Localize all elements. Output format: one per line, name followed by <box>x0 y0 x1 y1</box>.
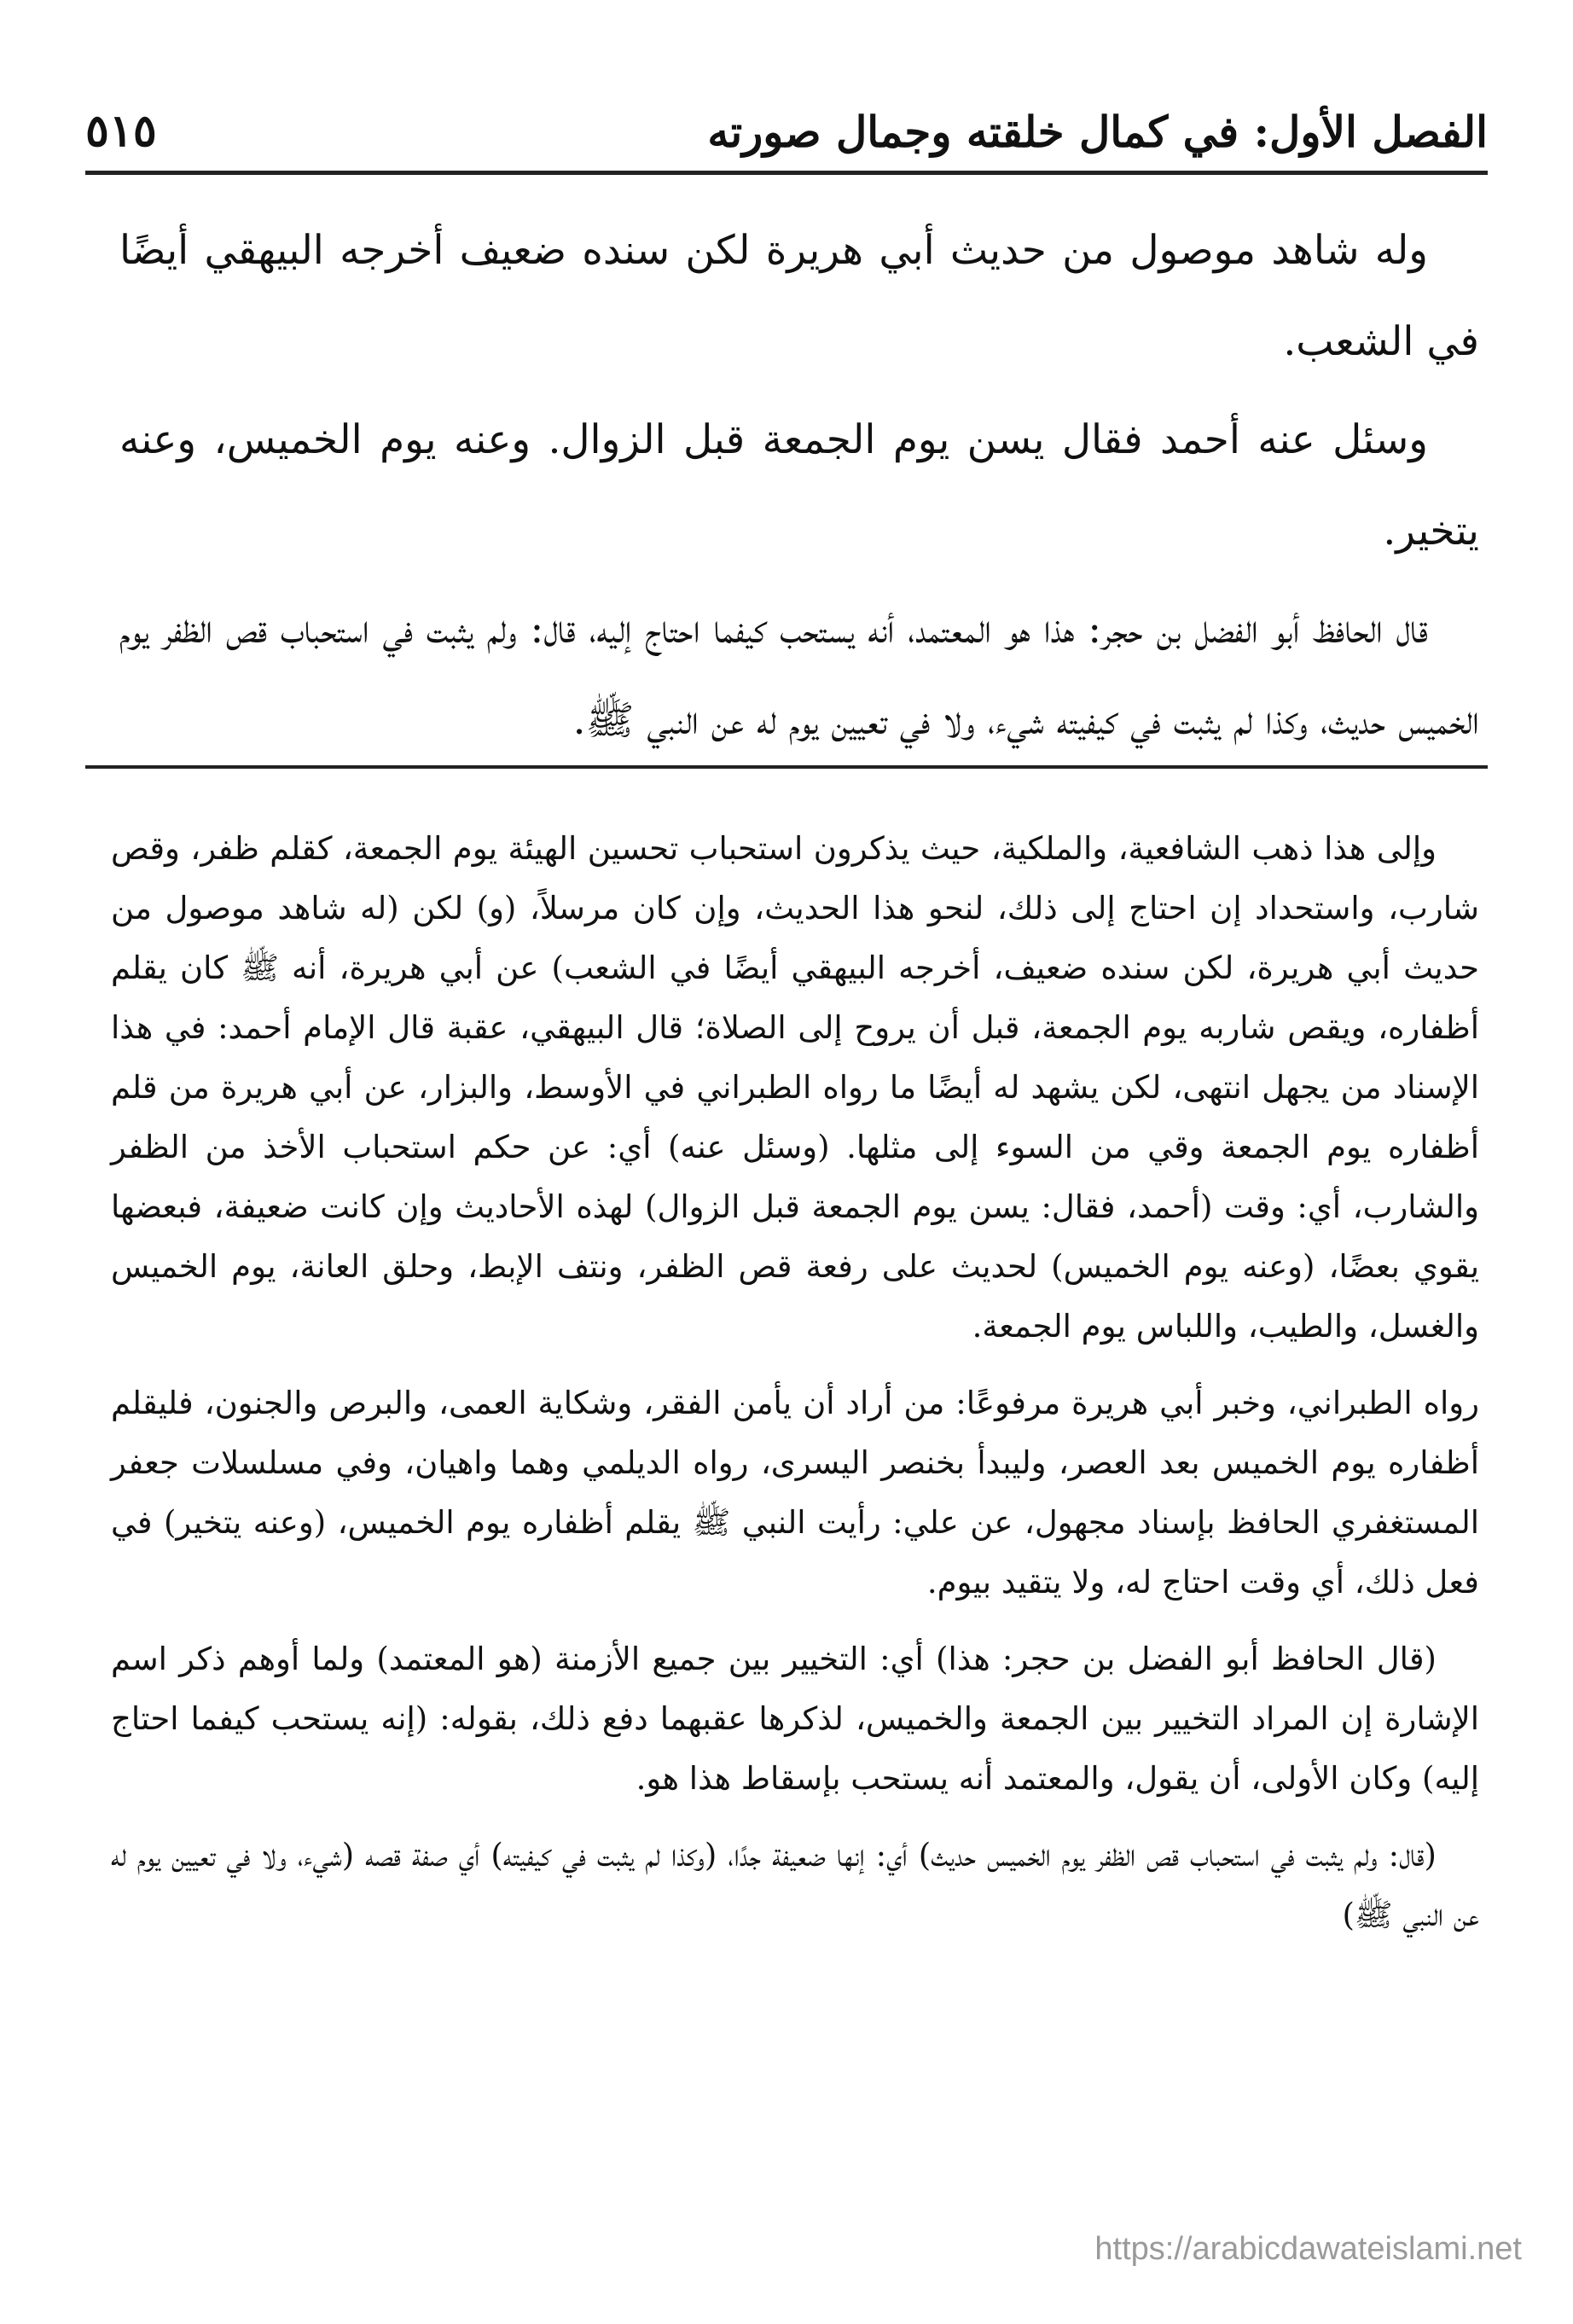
commentary-paragraph: (قال الحافظ أبو الفضل بن حجر: هذا) أي: التخيير بين جميع الأزمنة (هو المعتمد) ولما أوهم ذكر اسم الإشارة إن المراد التخيير بين الجمعة والخميس، لذكرها عقبهما دفع ذلك، بقوله: (إنه يستحب كيفما احتاج إليه) وكان الأولى، أن يقول، والمعتمد أنه يستحب بإسقاط هذا هو. <box>111 1641 1479 1797</box>
main-paragraph: قال الحافظ أبو الفضل بن حجر: هذا هو المعتمد، أنه يستحب كيفما احتاج إليه، قال: ولم يثبت في استحباب قص الظفر يوم الخميس حديث، وكذا لم يثبت في كيفيته شيء، ولا في تعيين يوم له عن النبي ﷺ. <box>119 606 1479 744</box>
section-divider <box>85 765 1488 769</box>
commentary-text <box>111 819 1479 1962</box>
page-number: ٥١٥ <box>85 105 157 157</box>
commentary-paragraph: (قال: ولم يثبت في استحباب قص الظفر يوم الخميس حديث) أي: إنها ضعيفة جدًا، (وكذا لم يثبت في كيفيته) أي صفة قصه (شيء، ولا في تعيين يوم له عن النبي ﷺ) <box>111 1837 1479 1933</box>
running-title: الفصل الأول: في كمال خلقته وجمال صورته <box>707 107 1488 157</box>
header-rule <box>85 171 1488 175</box>
commentary-paragraph: رواه الطبراني، وخبر أبي هريرة مرفوعًا: من أراد أن يأمن الفقر، وشكاية العمى، والبرص والجنون، فليقلم أظفاره يوم الخميس بعد العصر، وليبدأ بخنصر اليسرى، رواه الديلمي وهما واهيان، وفي مسلسلات جعفر المستغفري الحافظ بإسناد مجهول، عن علي: رأيت النبي ﷺ يقلم أظفاره يوم الخميس، (وعنه يتخير) في فعل ذلك، أي وقت احتاج له، ولا يتقيد بيوم. <box>111 1385 1479 1601</box>
watermark: https://arabicdawateislami.net <box>1094 2231 1522 2267</box>
commentary-paragraph: وإلى هذا ذهب الشافعية، والملكية، حيث يذكرون استحباب تحسين الهيئة يوم الجمعة، كقلم ظفر، وقص شارب، واستحداد إن احتاج إلى ذلك، لنحو هذا الحديث، وإن كان مرسلاً، (و) لكن (له شاهد موصول من حديث أبي هريرة، لكن سنده ضعيف، أخرجه البيهقي أيضًا في الشعب) عن أبي هريرة، أنه ﷺ كان يقلم أظفاره، ويقص شاربه يوم الجمعة، قبل أن يروح إلى الصلاة؛ قال البيهقي، عقبة قال الإمام أحمد: في هذا الإسناد من يجهل انتهى، لكن يشهد له أيضًا ما رواه الطبراني في الأوسط، والبزار، عن أبي هريرة من قلم أظفاره يوم الجمعة وقي من السوء إلى مثلها. (وسئل عنه) أي: عن حكم استحباب الأخذ من الظفر والشارب، أي: وقت (أحمد، فقال: يسن يوم الجمعة قبل الزوال) لهذه الأحاديث وإن كانت ضعيفة، فبعضها يقوي بعضًا، (وعنه يوم الخميس) لحديث على رفعة قص الظفر، ونتف الإبط، وحلق العانة، يوم الخميس والغسل، والطيب، واللباس يوم الجمعة. <box>111 830 1479 1345</box>
main-text <box>119 205 1479 773</box>
page-header <box>85 85 1488 157</box>
main-paragraph: وسئل عنه أحمد فقال يسن يوم الجمعة قبل الزوال. وعنه يوم الخميس، وعنه يتخير. <box>119 416 1479 555</box>
main-paragraph: وله شاهد موصول من حديث أبي هريرة لكن سنده ضعيف أخرجه البيهقي أيضًا في الشعب. <box>119 227 1479 365</box>
